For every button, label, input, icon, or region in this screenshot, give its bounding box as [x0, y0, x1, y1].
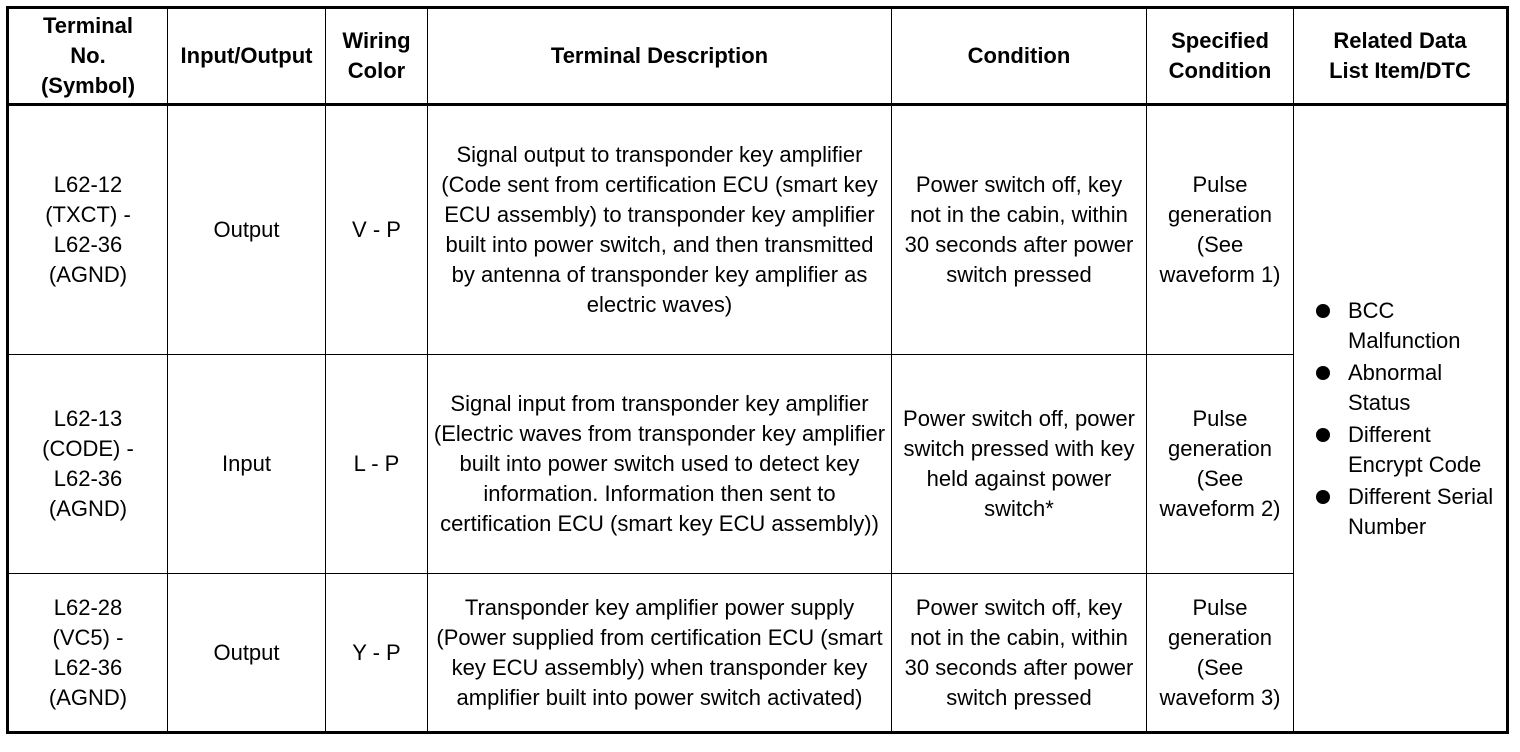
header-terminal-description: Terminal Description — [428, 8, 892, 105]
cell-terminal: L62-12 (TXCT) - L62-36 (AGND) — [8, 105, 168, 355]
cell-description: Signal input from transponder key amplifier (Electric waves from transponder key amplifier built into power switch used to detect key information. Information then sent to certification ECU (smart key ECU assembly)) — [428, 355, 892, 574]
cell-terminal: L62-13 (CODE) - L62-36 (AGND) — [8, 355, 168, 574]
cell-wiring-color: V - P — [326, 105, 428, 355]
table-row — [8, 355, 1508, 574]
list-item: Different Serial Number — [1308, 482, 1502, 542]
header-related-data: Related Data List Item/DTC — [1294, 8, 1508, 105]
table-row — [8, 105, 1508, 355]
cell-specified-condition: Pulse generation (See waveform 1) — [1147, 105, 1294, 355]
cell-wiring-color: L - P — [326, 355, 428, 574]
list-item: Different Encrypt Code — [1308, 420, 1502, 480]
list-item: Abnormal Status — [1308, 358, 1502, 418]
header-terminal: Terminal No. (Symbol) — [8, 8, 168, 105]
header-input-output: Input/Output — [168, 8, 326, 105]
header-wiring-color: Wiring Color — [326, 8, 428, 105]
cell-condition: Power switch off, key not in the cabin, within 30 seconds after power switch pressed — [892, 574, 1147, 733]
related-data-list — [1308, 296, 1502, 542]
terminal-table-container — [6, 6, 1506, 734]
header-specified-condition: Specified Condition — [1147, 8, 1294, 105]
table-row — [8, 574, 1508, 733]
list-item: BCC Malfunction — [1308, 296, 1502, 356]
cell-condition: Power switch off, power switch pressed with key held against power switch* — [892, 355, 1147, 574]
cell-description: Signal output to transponder key amplifier (Code sent from certification ECU (smart key ECU assembly) to transponder key amplifier built into power switch, and then transmitted by antenna of transponder key amplifier as electric waves) — [428, 105, 892, 355]
cell-wiring-color: Y - P — [326, 574, 428, 733]
cell-input-output: Input — [168, 355, 326, 574]
terminal-table — [6, 6, 1509, 734]
cell-specified-condition: Pulse generation (See waveform 3) — [1147, 574, 1294, 733]
header-condition: Condition — [892, 8, 1147, 105]
cell-specified-condition: Pulse generation (See waveform 2) — [1147, 355, 1294, 574]
cell-condition: Power switch off, key not in the cabin, within 30 seconds after power switch pressed — [892, 105, 1147, 355]
cell-terminal: L62-28 (VC5) - L62-36 (AGND) — [8, 574, 168, 733]
cell-input-output: Output — [168, 574, 326, 733]
header-row — [8, 8, 1508, 105]
cell-related-data — [1294, 105, 1508, 733]
cell-input-output: Output — [168, 105, 326, 355]
cell-description: Transponder key amplifier power supply (Power supplied from certification ECU (smart key ECU assembly) when transponder key amplifier built into power switch activated) — [428, 574, 892, 733]
